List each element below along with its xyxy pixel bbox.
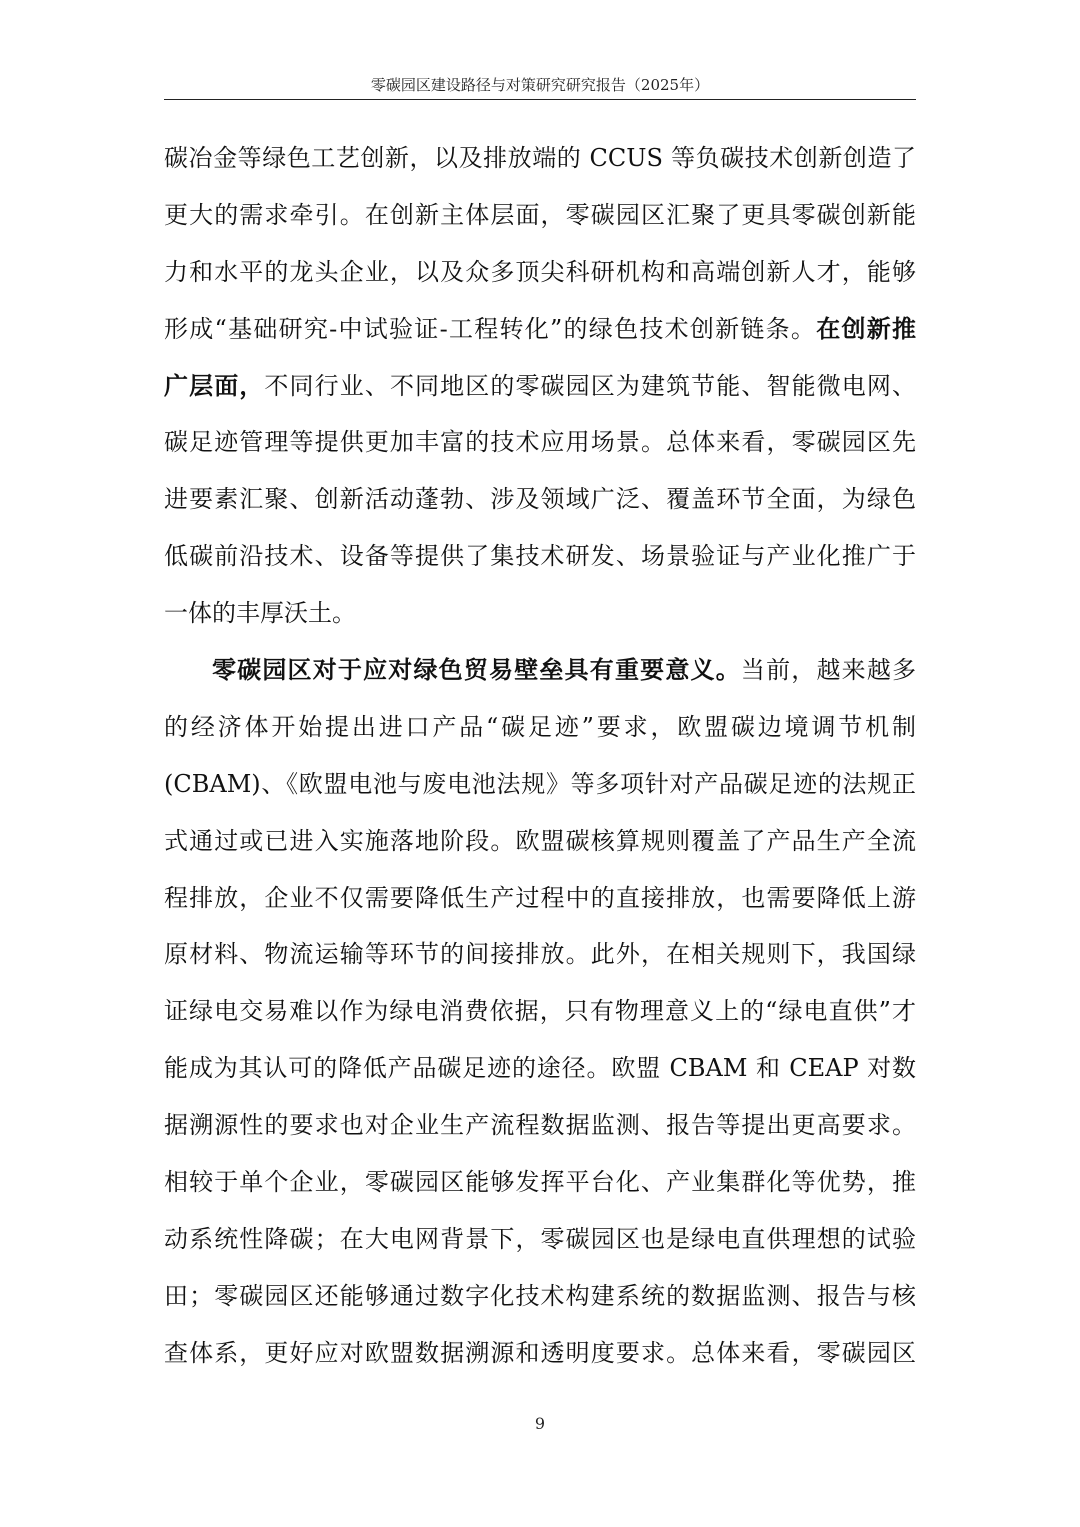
- text-run: 形成“基础研究-中试验证-工程转化”的绿色技术创新链条。: [164, 314, 817, 343]
- text-line: 相较于单个企业，零碳园区能够发挥平台化、产业集群化等优势，推: [164, 1168, 916, 1197]
- text-line: 动系统性降碳；在大电网背景下，零碳园区也是绿电直供理想的试验: [164, 1224, 916, 1253]
- body-text: [164, 130, 916, 1382]
- text-line: [164, 301, 916, 358]
- text-line: 力和水平的龙头企业，以及众多顶尖科研机构和高端创新人才，能够: [164, 257, 916, 286]
- text-line: 更大的需求牵引。在创新主体层面，零碳园区汇聚了更具零碳创新能: [164, 200, 916, 229]
- text-line: 据溯源性的要求也对企业生产流程数据监测、报告等提出更高要求。: [164, 1111, 916, 1140]
- header-divider: [164, 99, 916, 100]
- text-line: 碳冶金等绿色工艺创新，以及排放端的 CCUS 等负碳技术创新创造了: [164, 144, 916, 172]
- text-line: 程排放，企业不仅需要降低生产过程中的直接排放，也需要降低上游: [164, 883, 916, 912]
- text-line: [164, 642, 916, 699]
- bold-run: 零碳园区对于应对绿色贸易壁垒具有重要意义。: [212, 656, 741, 685]
- text-line: [164, 358, 916, 415]
- bold-run: 广层面，: [164, 371, 265, 400]
- text-run: 当前，越来越多: [740, 656, 916, 685]
- text-line: 田；零碳园区还能够通过数字化技术构建系统的数据监测、报告与核: [164, 1281, 916, 1310]
- text-line: 能成为其认可的降低产品碳足迹的途径。欧盟 CBAM 和 CEAP 对数: [164, 1054, 916, 1083]
- running-header: 零碳园区建设路径与对策研究研究报告（2025年）: [370, 76, 710, 94]
- text-line: 碳足迹管理等提供更加丰富的技术应用场景。总体来看，零碳园区先: [164, 428, 916, 457]
- text-line: 进要素汇聚、创新活动蓬勃、涉及领域广泛、覆盖环节全面，为绿色: [164, 485, 916, 514]
- text-line: 一体的丰厚沃土。: [164, 599, 356, 628]
- page-number: 9: [534, 1414, 546, 1433]
- text-line: 查体系，更好应对欧盟数据溯源和透明度要求。总体来看，零碳园区: [164, 1338, 916, 1367]
- text-line: 原材料、物流运输等环节的间接排放。此外，在相关规则下，我国绿: [164, 940, 916, 969]
- text-line: (CBAM)、《欧盟电池与废电池法规》等多项针对产品碳足迹的法规正: [164, 769, 916, 798]
- text-line: 式通过或已进入实施落地阶段。欧盟碳核算规则覆盖了产品生产全流: [164, 826, 916, 855]
- text-line: 的经济体开始提出进口产品“碳足迹”要求，欧盟碳边境调节机制: [164, 712, 916, 741]
- text-line: 证绿电交易难以作为绿电消费依据，只有物理意义上的“绿电直供”才: [164, 997, 916, 1026]
- text-line: 低碳前沿技术、设备等提供了集技术研发、场景验证与产业化推广于: [164, 542, 916, 571]
- bold-run: 在创新推: [816, 314, 916, 343]
- text-run: 不同行业、不同地区的零碳园区为建筑节能、智能微电网、: [264, 371, 916, 400]
